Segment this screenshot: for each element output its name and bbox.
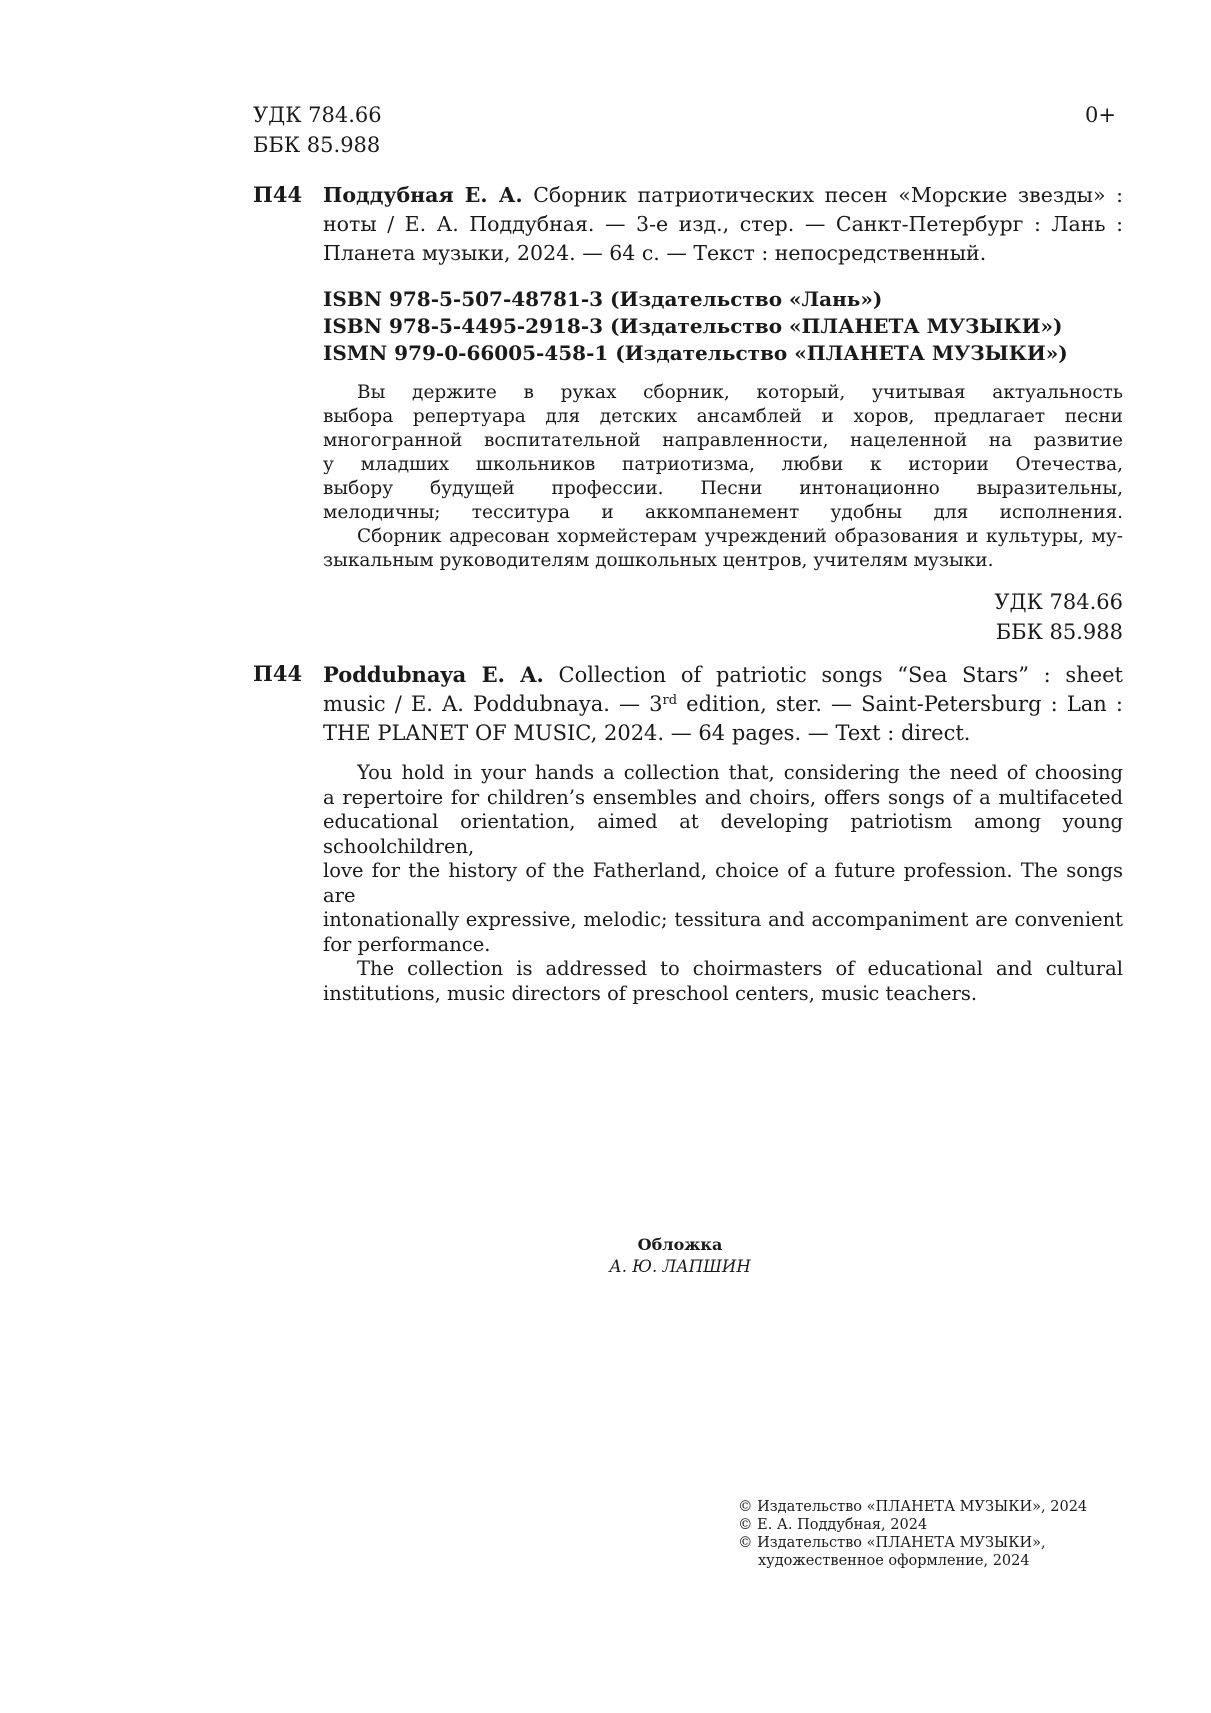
entry-en-line-2: music / E. A. Poddubnaya. — 3rd edition, ster. — Saint-Petersburg : Lan :: [323, 692, 1123, 716]
classification-codes: [253, 100, 382, 160]
cover-credit-title: Обложка: [637, 1235, 723, 1254]
isbn-lan: ISBN 978-5-507-48781-3 (Издательство «Лань»): [323, 287, 883, 311]
cover-credit-name: А. Ю. ЛАПШИН: [609, 1257, 751, 1276]
copyright-line: художественное оформление, 2024: [758, 1553, 1030, 1569]
abstract-en-line: for performance.: [323, 932, 491, 956]
entry-en-line-1: [323, 660, 1123, 690]
abstract-ru-line: выбору будущей профессии. Песни интонационно выразительны,: [323, 478, 1123, 499]
cover-credit: [0, 1234, 1211, 1278]
udk-code: УДК 784.66: [253, 103, 382, 127]
entry-ru-title: Сборник патриотических песен «Морские звезды» :: [533, 183, 1123, 207]
abstract-ru-line: выбора репертуара для детских ансамблей и хоров, предлагает песни: [323, 406, 1123, 427]
author-sign-index: П44: [253, 182, 303, 207]
abstract-ru-line: у младших школьников патриотизма, любви к истории Отечества,: [323, 454, 1123, 475]
copyright-line: © Издательство «ПЛАНЕТА МУЗЫКИ»,: [738, 1535, 1046, 1551]
entry-ru-line-2: ноты / Е. А. Поддубная. — 3-е изд., стер. — Санкт-Петербург : Лань :: [323, 212, 1123, 236]
abstract-ru: [323, 381, 1123, 573]
bibliographic-entry-ru: [323, 181, 1123, 268]
udk-code-right: УДК 784.66: [994, 590, 1123, 614]
abstract-en-line: intonationally expressive, melodic; tessitura and accompaniment are convenient: [323, 908, 1123, 931]
entry-en-title: Collection of patriotic songs “Sea Stars” : sheet: [558, 663, 1123, 687]
abstract-ru-line: мелодичны; тесситура и аккомпанемент удобны для исполнения.: [323, 502, 1123, 523]
copyright-line: © Издательство «ПЛАНЕТА МУЗЫКИ», 2024: [738, 1499, 1088, 1515]
bbk-code: ББК 85.988: [253, 133, 381, 157]
ordinal-suffix: rd: [662, 693, 678, 708]
entry-ru-line-1: [323, 181, 1123, 210]
identifiers-block: [323, 286, 1153, 367]
abstract-en-line: a repertoire for children’s ensembles and choirs, offers songs of a multifaceted: [323, 785, 1123, 809]
age-rating: 0+: [1085, 103, 1116, 127]
ismn-planet: ISMN 979-0-66005-458-1 (Издательство «ПЛАНЕТА МУЗЫКИ»): [323, 341, 1068, 365]
abstract-ru-line: многогранной воспитательной направленности, нацеленной на развитие: [323, 430, 1123, 451]
abstract-en-line: You hold in your hands a collection that, considering the need of choosing: [357, 761, 1123, 784]
abstract-ru-line: Вы держите в руках сборник, который, учитывая актуальность: [357, 382, 1123, 403]
classification-codes-right: [860, 587, 1123, 647]
abstract-ru-line: Сборник адресован хормейстерам учреждений образования и культуры, му-: [357, 526, 1123, 547]
entry-ru-line-3: Планета музыки, 2024. — 64 с. — Текст : непосредственный.: [323, 241, 987, 265]
entry-en-line-3: THE PLANET OF MUSIC, 2024. — 64 pages. — Text : direct.: [323, 721, 971, 745]
copyright-line: © Е. А. Поддубная, 2024: [738, 1517, 928, 1533]
entry-en-author: Poddubnaya E. A.: [323, 662, 544, 687]
entry-ru-author: Поддубная Е. А.: [323, 183, 523, 207]
abstract-en-line: love for the history of the Fatherland, choice of a future profession. The songs are: [323, 859, 1123, 907]
copyright-block: [738, 1498, 1138, 1570]
bibliographic-entry-en: [323, 660, 1123, 748]
abstract-en-line: The collection is addressed to choirmasters of educational and cultural: [357, 957, 1123, 980]
isbn-planet: ISBN 978-5-4495-2918-3 (Издательство «ПЛАНЕТА МУЗЫКИ»): [323, 314, 1063, 338]
bbk-code-right: ББК 85.988: [995, 620, 1123, 644]
abstract-ru-line: зыкальным руководителям дошкольных центров, учителям музыки.: [323, 550, 994, 571]
abstract-en: [323, 761, 1123, 1006]
abstract-en-line: institutions, music directors of preschool centers, music teachers.: [323, 981, 978, 1005]
author-sign-index-en: П44: [253, 661, 303, 686]
abstract-en-line: educational orientation, aimed at developing patriotism among young schoolchildren,: [323, 810, 1123, 858]
